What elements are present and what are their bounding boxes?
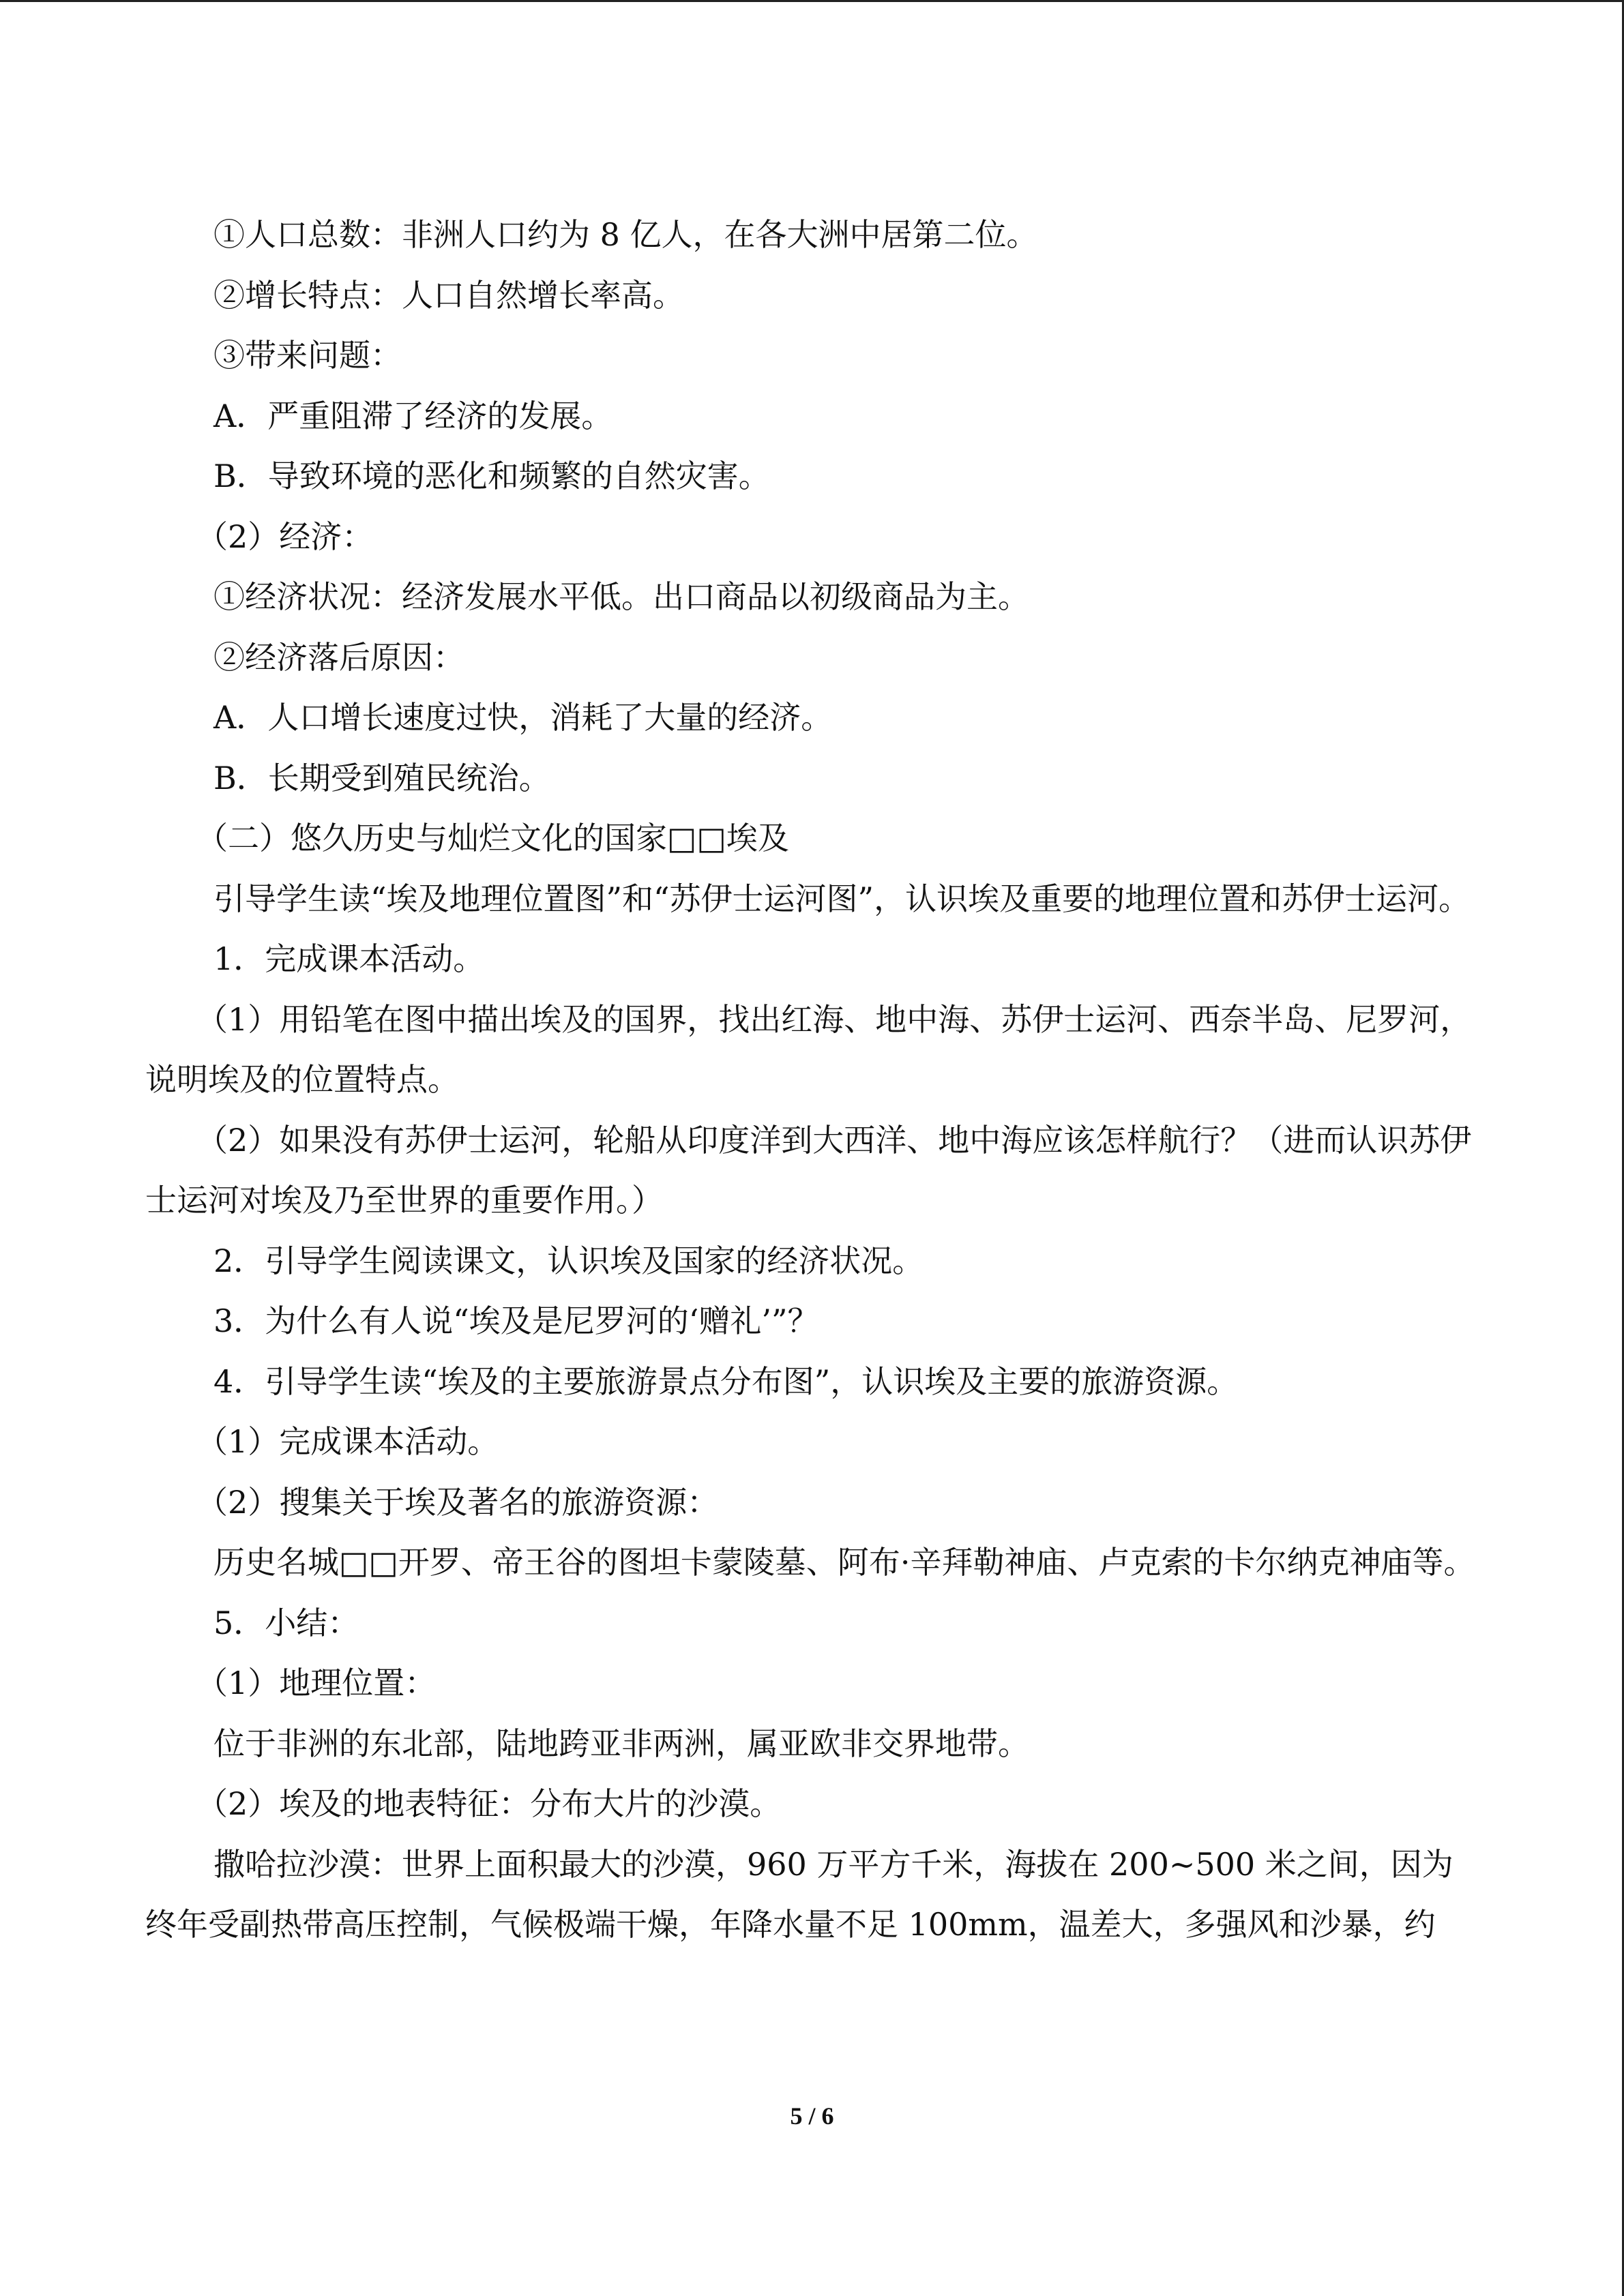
paragraph: （1）完成课本活动。: [196, 1423, 499, 1460]
document-body: [145, 205, 1479, 1955]
paragraph: 5．小结：: [213, 1604, 359, 1641]
top-border: [0, 0, 1624, 2]
paragraph: 3．为什么有人说“埃及是尼罗河的‘赠礼’”？: [213, 1302, 819, 1339]
section-heading: （二）悠久历史与灿烂文化的国家□□埃及: [196, 820, 789, 856]
paragraph: B．长期受到殖民统治。: [213, 759, 550, 796]
paragraph: A．人口增长速度过快，消耗了大量的经济。: [213, 699, 833, 736]
paragraph: （2）埃及的地表特征：分布大片的沙漠。: [196, 1785, 782, 1822]
paragraph: 历史名城□□开罗、帝王谷的图坦卡蒙陵墓、阿布·辛拜勒神庙、卢克索的卡尔纳克神庙等。: [213, 1544, 1475, 1581]
paragraph: ③带来问题：: [213, 337, 402, 374]
paragraph: ②增长特点：人口自然增长率高。: [213, 276, 684, 314]
paragraph: ①人口总数：非洲人口约为 8 亿人，在各大洲中居第二位。: [213, 216, 1038, 253]
paragraph: A．严重阻滞了经济的发展。: [213, 397, 613, 434]
paragraph: ②经济落后原因：: [213, 638, 464, 676]
paragraph: B．导致环境的恶化和频繁的自然灾害。: [213, 458, 770, 494]
paragraph: 2．引导学生阅读课文，认识埃及国家的经济状况。: [213, 1242, 924, 1279]
paragraph: （2）搜集关于埃及著名的旅游资源：: [196, 1483, 719, 1521]
paragraph: ①经济状况：经济发展水平低。出口商品以初级商品为主。: [213, 578, 1029, 615]
page-number: 5 / 6: [790, 2102, 834, 2130]
paragraph: （2）经济：: [196, 518, 374, 555]
paragraph: （2）如果没有苏伊士运河，轮船从印度洋到大西洋、地中海应该怎样航行？（进而认识苏伊士运河对埃及乃至世界的重要作用。）: [145, 1121, 1472, 1219]
paragraph: 位于非洲的东北部，陆地跨亚非两洲，属亚欧非交界地带。: [213, 1725, 1029, 1762]
paragraph: 撒哈拉沙漠：世界上面积最大的沙漠，960 万平方千米，海拔在 200~500 米之间，因为终年受副热带高压控制，气候极端干燥，年降水量不足 100mm，温差大，多强风和沙暴，约: [145, 1845, 1453, 1943]
paragraph: 4．引导学生读“埃及的主要旅游景点分布图”，认识埃及主要的旅游资源。: [213, 1362, 1239, 1400]
paragraph: 引导学生读“埃及地理位置图”和“苏伊士运河图”，认识埃及重要的地理位置和苏伊士运河。: [213, 880, 1471, 917]
paragraph: 1．完成课本活动。: [213, 940, 485, 977]
paragraph: （1）用铅笔在图中描出埃及的国界，找出红海、地中海、苏伊士运河、西奈半岛、尼罗河，说明埃及的位置特点。: [145, 1000, 1472, 1098]
paragraph: （1）地理位置：: [196, 1665, 437, 1701]
